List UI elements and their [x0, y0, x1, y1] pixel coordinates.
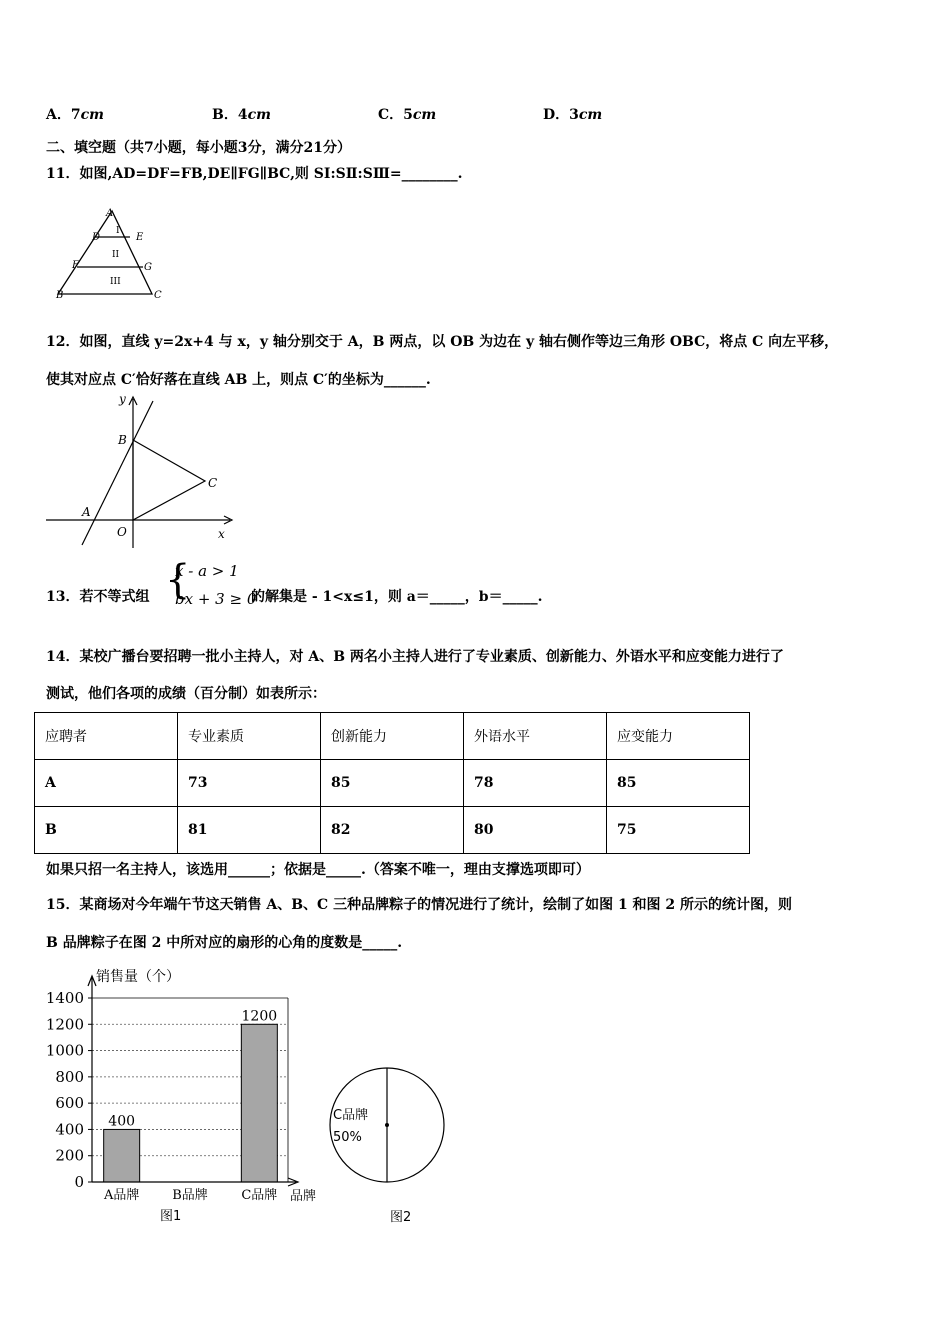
table-cell: 73	[178, 760, 321, 807]
bar-value-label: 1200	[241, 1008, 278, 1025]
table-cell: 85	[607, 760, 750, 807]
svg-text:y: y	[119, 392, 126, 406]
q14-after: 如果只招一名主持人，该选用______；依据是_____.（答案不唯一，理由支撑选项即可）	[46, 862, 590, 878]
pie-chart	[326, 1064, 456, 1234]
table-row	[35, 760, 750, 807]
svg-text:x: x	[218, 527, 225, 541]
table-cell: 85	[321, 760, 464, 807]
y-axis-label: 销售量（个）	[96, 969, 180, 985]
option-b: B．4cm	[212, 107, 271, 123]
svg-text:O: O	[117, 525, 127, 539]
svg-text:G: G	[144, 262, 152, 273]
svg-text:B: B	[56, 290, 64, 301]
q13-prefix: 13．若不等式组	[46, 589, 150, 605]
svg-text:A: A	[106, 208, 114, 219]
section-title: 二、填空题（共7小题，每小题3分，满分21分）	[46, 140, 351, 156]
x-tick-label: C品牌	[241, 1188, 278, 1203]
svg-text:D: D	[92, 232, 101, 243]
table-cell: 75	[607, 807, 750, 854]
x-tick-label: A品牌	[103, 1188, 140, 1203]
option-d: D．3cm	[543, 107, 603, 123]
svg-text:F: F	[72, 260, 79, 271]
y-tick-label: 600	[55, 1094, 84, 1113]
table-header-cell: 创新能力	[321, 713, 464, 760]
table-header-cell: 应聘者	[35, 713, 178, 760]
option-a: A．7cm	[46, 107, 104, 123]
q13-suffix: 的解集是 - 1<x≤1，则 a＝_____，b＝_____.	[251, 589, 543, 605]
svg-text:B: B	[118, 433, 127, 447]
system-brace: {	[165, 557, 191, 603]
q12-coordinate-figure	[44, 393, 244, 553]
svg-text:III: III	[110, 277, 121, 287]
figure-2-caption: 图2	[390, 1210, 412, 1225]
q11-triangle-figure	[50, 205, 170, 305]
y-tick-label: 1000	[45, 1041, 84, 1060]
table-cell: 82	[321, 807, 464, 854]
option-c: C．5cm	[378, 107, 437, 123]
table-cell: B	[35, 807, 178, 854]
q15-line2: B 品牌粽子在图 2 中所对应的扇形的心角的度数是_____.	[46, 935, 403, 951]
y-tick-label: 800	[55, 1067, 84, 1086]
table-header-cell: 专业素质	[178, 713, 321, 760]
y-tick-label: 1400	[45, 989, 84, 1007]
y-tick-label: 1200	[45, 1015, 84, 1034]
q13-inequality-1: x - a > 1	[175, 562, 239, 580]
q13-inequality-2: bx + 3 ≥ 0	[175, 590, 257, 608]
table-cell: 81	[178, 807, 321, 854]
bar-value-label: 400	[108, 1113, 136, 1130]
svg-text:E: E	[136, 232, 144, 243]
table-cell: 80	[464, 807, 607, 854]
score-table	[34, 712, 750, 854]
table-header-row	[35, 713, 750, 760]
table-cell: 78	[464, 760, 607, 807]
svg-text:A: A	[82, 505, 91, 519]
q11-text: 11．如图,AD=DF=FB,DE∥FG∥BC,则 SⅠ:SⅡ:SⅢ=________.	[46, 166, 463, 182]
q14-line2: 测试，他们各项的成绩（百分制）如表所示：	[46, 686, 326, 702]
bar-chart	[38, 962, 338, 1232]
x-axis-label: 品牌	[290, 1189, 317, 1204]
x-tick-label: B品牌	[172, 1188, 208, 1203]
pie-percent: 50%	[333, 1130, 362, 1145]
table-header-cell: 外语水平	[464, 713, 607, 760]
pie-label: C品牌	[333, 1108, 369, 1123]
table-header-cell: 应变能力	[607, 713, 750, 760]
y-tick-label: 400	[55, 1120, 84, 1139]
figure-1-caption: 图1	[160, 1209, 182, 1224]
q14-line1: 14．某校广播台要招聘一批小主持人，对 A、B 两名小主持人进行了专业素质、创新能力、外语水平和应变能力进行了	[46, 649, 784, 665]
table-row	[35, 807, 750, 854]
q15-line1: 15．某商场对今年端午节这天销售 A、B、C 三种品牌粽子的情况进行了统计，绘制了如图 1 和图 2 所示的统计图，则	[46, 897, 793, 913]
q12-line1: 12．如图，直线 y=2x+4 与 x，y 轴分别交于 A，B 两点，以 OB 为边在 y 轴右侧作等边三角形 OBC，将点 C 向左平移，	[46, 334, 839, 350]
q12-line2: 使其对应点 C′恰好落在直线 AB 上，则点 C′的坐标为______.	[46, 372, 431, 388]
y-tick-label: 200	[55, 1146, 84, 1165]
svg-text:C: C	[154, 290, 162, 301]
svg-text:II: II	[112, 250, 120, 260]
bar	[241, 1024, 277, 1182]
bar	[104, 1129, 140, 1182]
svg-text:I: I	[116, 226, 120, 236]
table-cell: A	[35, 760, 178, 807]
svg-text:C: C	[208, 476, 218, 490]
y-tick-label: 0	[74, 1173, 84, 1191]
